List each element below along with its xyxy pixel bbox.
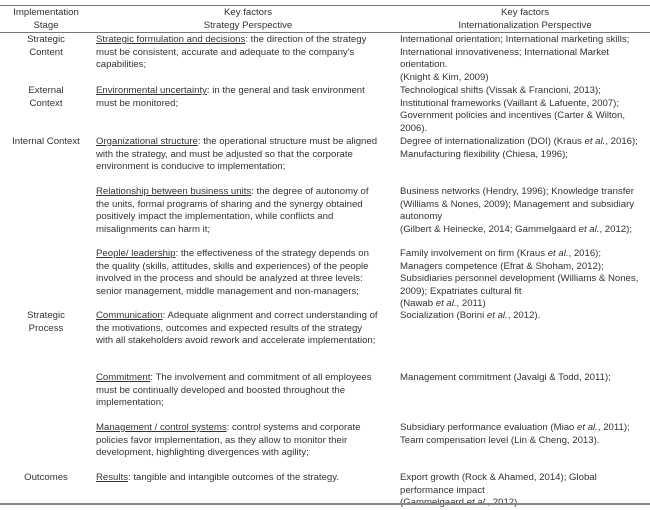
strategy-line: must be monitored; — [96, 97, 179, 109]
intl-line: Subsidiary performance evaluation (Miao et al., 2011); — [400, 422, 630, 433]
strategy-line: the motivations, outcomes and expected results of the strategy — [96, 322, 363, 334]
strategy-cell — [96, 310, 400, 348]
internationalization-cell — [400, 186, 650, 236]
strategy-line: senior management, middle management and non-managers; — [96, 285, 359, 297]
stage-line: Internal Context — [12, 136, 80, 147]
intl-line: (Nawab et al., 2011) — [400, 298, 486, 310]
header-stage — [0, 6, 92, 32]
factor-name: Communication — [96, 310, 163, 321]
intl-line: Management commitment (Javalgi & Todd, 2011); — [400, 372, 611, 383]
stage-cell — [0, 85, 92, 110]
intl-line: Family involvement on firm (Kraus et al., 2016); — [400, 248, 602, 259]
strategy-line: People/ leadership: the effectiveness of the strategy depends on — [96, 248, 369, 259]
strategy-line: Results: tangible and intangible outcomes of the strategy. — [96, 472, 340, 483]
strategy-cell — [96, 248, 400, 298]
factor-name: Relationship between business units — [96, 186, 252, 197]
strategy-cell — [96, 136, 400, 174]
intl-line: autonomy — [400, 211, 443, 223]
strategy-cell — [96, 422, 400, 460]
intl-line: (Knight & Kim, 2009) — [400, 71, 489, 83]
factor-name: Organizational structure — [96, 136, 198, 147]
factor-name: Strategic formulation and decisions — [96, 34, 246, 45]
strategy-cell — [96, 372, 400, 410]
stage-line: External — [28, 85, 64, 96]
intl-line: Team compensation level (Lin & Cheng, 2013). — [400, 434, 600, 446]
intl-line: International innovativeness; International Market — [400, 46, 610, 58]
stage-cell — [0, 136, 92, 149]
strategy-line: capabilities; — [96, 59, 147, 71]
stage-cell — [0, 310, 92, 335]
intl-line: International orientation; International marketing skills; — [400, 34, 630, 45]
strategy-line: implementation; — [96, 397, 164, 409]
internationalization-cell — [400, 372, 650, 385]
intl-line: Government policies and incentives (Carter & Wilton, — [400, 110, 626, 122]
stage-line: Strategic — [27, 34, 65, 45]
strategy-line: involved in the process and should be analyzed at three levels: — [96, 273, 363, 285]
internationalization-cell — [400, 310, 650, 323]
strategy-cell — [96, 85, 400, 110]
intl-line: Institutional frameworks (Vaillant & Lafuente, 2007); — [400, 97, 619, 109]
header-intl-line: Internationalization Perspective — [458, 20, 592, 31]
header-strategy-line: Key factors — [224, 7, 272, 18]
strategy-cell — [96, 186, 400, 236]
factor-name: Commitment — [96, 372, 151, 383]
stage-line: Process — [28, 322, 64, 334]
stage-line: Content — [29, 46, 63, 58]
header-stage-line: Implementation — [13, 7, 79, 18]
intl-line: Export growth (Rock & Ahamed, 2014); Global — [400, 472, 597, 483]
table-bottom-rule — [0, 503, 650, 505]
intl-line: Socialization (Borini et al., 2012). — [400, 310, 541, 321]
header-divider — [0, 32, 650, 33]
intl-line: Degree of internationalization (DOI) (Kraus et al., 2016); — [400, 136, 638, 147]
intl-line: Technological shifts (Vissak & Francioni, 2013); — [400, 85, 601, 96]
factor-name: Environmental uncertainty — [96, 85, 207, 96]
factor-name: Results — [96, 472, 128, 483]
strategy-cell — [96, 34, 400, 72]
header-strategy-line: Strategy Perspective — [203, 20, 293, 31]
strategy-line: with the strategy, and must be adjusted so that the corporate — [96, 148, 353, 160]
strategy-line: must be consistent, accurate and adequate to the company's — [96, 46, 355, 58]
strategy-cell — [96, 472, 400, 485]
strategy-line: Management / control systems: control systems and corporate — [96, 422, 361, 433]
stage-line: Context — [29, 97, 63, 109]
strategy-line: must be continually developed and boosted throughout the — [96, 384, 346, 396]
stage-line: Outcomes — [24, 472, 68, 483]
strategy-line: the quality (skills, attitudes, skills and experiences) of the people — [96, 260, 369, 272]
internationalization-cell — [400, 136, 650, 161]
strategy-line: environment is conducive to implementation; — [96, 161, 286, 173]
stage-cell — [0, 34, 92, 59]
factor-name: Management / control systems — [96, 422, 227, 433]
internationalization-cell — [400, 248, 650, 311]
intl-line: Subsidiaries personnel development (Williams & Nones, — [400, 273, 639, 285]
intl-line: (Gilbert & Heinecke, 2014; Gammelgaard et al., 2012); — [400, 223, 632, 235]
strategy-line: the units, formal programs of sharing and the synergy obtained — [96, 198, 363, 210]
intl-line: 2006). — [400, 122, 428, 134]
intl-line: Business networks (Hendry, 1996); Knowledge transfer — [400, 186, 634, 197]
intl-line: Managers competence (Efrat & Shoham, 2012); — [400, 260, 604, 272]
strategy-line: positively impact the implementation, while conflicts and — [96, 211, 334, 223]
strategy-line: policies favor implementation, as they allow to monitor their — [96, 434, 348, 446]
factor-name: People/ leadership — [96, 248, 176, 259]
strategy-line: Environmental uncertainty: in the general and task environment — [96, 85, 365, 96]
strategy-line: Communication: Adequate alignment and correct understanding of — [96, 310, 378, 321]
strategy-line: Relationship between business units: the degree of autonomy of — [96, 186, 369, 197]
header-internationalization — [400, 6, 650, 32]
strategy-line: Strategic formulation and decisions: the direction of the strategy — [96, 34, 367, 45]
stage-line: Strategic — [27, 310, 65, 321]
intl-line: (Williams & Nones, 2009); Management and subsidiary — [400, 198, 635, 210]
internationalization-cell — [400, 422, 650, 447]
strategy-line: misalignments can harm it; — [96, 223, 211, 235]
strategy-line: Commitment: The involvement and commitment of all employees — [96, 372, 372, 383]
internationalization-cell — [400, 85, 650, 135]
stage-cell — [0, 472, 92, 485]
strategy-line: development, highlighting divergences with agility; — [96, 447, 309, 459]
header-stage-line: Stage — [33, 20, 59, 31]
internationalization-cell — [400, 34, 650, 84]
intl-line: performance impact — [400, 484, 485, 496]
header-strategy — [96, 6, 400, 32]
strategy-line: Organizational structure: the operational structure must be aligned — [96, 136, 378, 147]
intl-line: 2009); Expatriates cultural fit — [400, 285, 522, 297]
header-intl-line: Key factors — [501, 7, 549, 18]
strategy-line: with all stakeholders avoid rework and accelerate implementation; — [96, 335, 376, 347]
intl-line: Manufacturing flexibility (Chiesa, 1996); — [400, 148, 568, 160]
intl-line: orientation. — [400, 59, 448, 71]
